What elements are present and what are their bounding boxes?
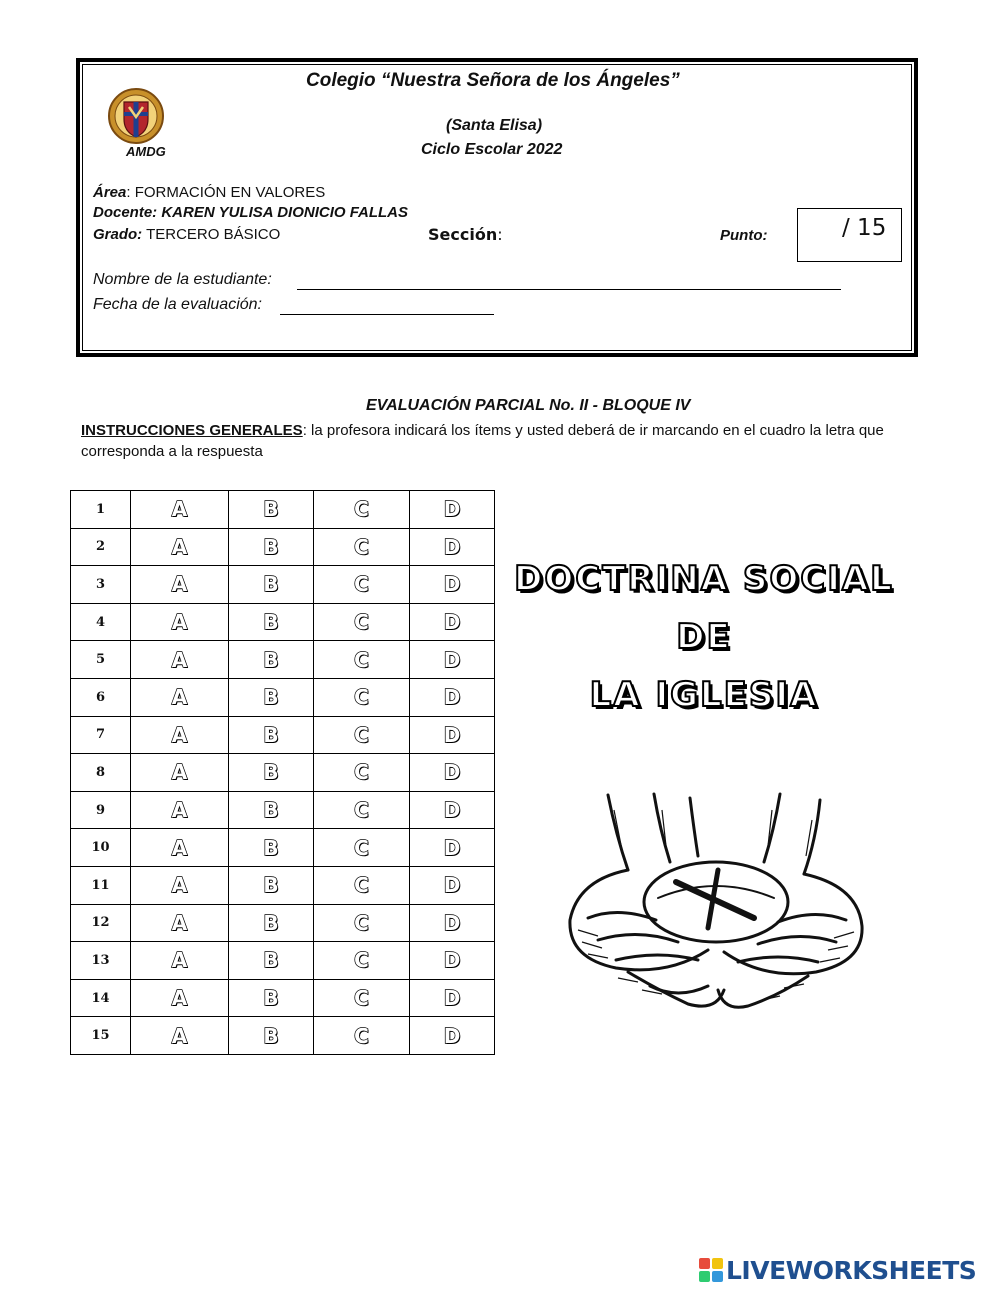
question-number: 10 [71, 829, 131, 867]
answer-option-c[interactable]: C [314, 491, 410, 529]
question-number: 12 [71, 904, 131, 942]
answer-option-d[interactable]: D [410, 566, 495, 604]
answer-option-b[interactable]: B [229, 603, 314, 641]
question-number: 15 [71, 1017, 131, 1055]
teacher-value: KAREN YULISA DIONICIO FALLAS [161, 204, 409, 221]
answer-option-c[interactable]: C [314, 1017, 410, 1055]
hands-holding-bread-icon [558, 790, 874, 1020]
answer-option-a[interactable]: A [131, 1017, 229, 1055]
instructions-label: INSTRUCCIONES GENERALES [81, 422, 303, 439]
section-label: Sección [428, 225, 498, 244]
question-number: 2 [71, 528, 131, 566]
answer-option-d[interactable]: D [410, 942, 495, 980]
answer-option-c[interactable]: C [314, 942, 410, 980]
doctrine-title-line2: LA IGLESIA [589, 675, 819, 715]
liveworksheets-blocks-icon [699, 1258, 723, 1282]
answer-row [71, 904, 495, 942]
answer-option-c[interactable]: C [314, 716, 410, 754]
grade-row [93, 226, 280, 243]
answer-option-c[interactable]: C [314, 641, 410, 679]
question-number: 4 [71, 603, 131, 641]
question-number: 3 [71, 566, 131, 604]
answer-option-c[interactable]: C [314, 979, 410, 1017]
evaluation-title: EVALUACIÓN PARCIAL No. II - BLOQUE IV [366, 397, 691, 414]
score-total: / 15 [842, 215, 887, 241]
points-label: Punto: [720, 227, 768, 244]
question-number: 1 [71, 491, 131, 529]
answer-row [71, 641, 495, 679]
answer-option-c[interactable]: C [314, 754, 410, 792]
answer-option-d[interactable]: D [410, 829, 495, 867]
answer-option-a[interactable]: A [131, 942, 229, 980]
seal-motto: AMDG [126, 144, 166, 159]
answer-row [71, 829, 495, 867]
answer-row [71, 603, 495, 641]
answer-option-b[interactable]: B [229, 1017, 314, 1055]
answer-option-a[interactable]: A [131, 904, 229, 942]
school-name: Colegio “Nuestra Señora de los Ángeles” [306, 70, 680, 91]
answer-option-b[interactable]: B [229, 716, 314, 754]
answer-option-d[interactable]: D [410, 603, 495, 641]
answer-row [71, 491, 495, 529]
answer-row [71, 791, 495, 829]
school-seal-icon [107, 87, 165, 145]
school-cycle: Ciclo Escolar 2022 [421, 141, 563, 158]
question-number: 8 [71, 754, 131, 792]
answer-option-c[interactable]: C [314, 791, 410, 829]
answer-option-b[interactable]: B [229, 566, 314, 604]
answer-row [71, 979, 495, 1017]
answer-option-a[interactable]: A [131, 641, 229, 679]
answer-option-d[interactable]: D [410, 528, 495, 566]
question-number: 5 [71, 641, 131, 679]
answer-row [71, 528, 495, 566]
grade-label: Grado: [93, 226, 143, 243]
answer-option-b[interactable]: B [229, 491, 314, 529]
student-name-label: Nombre de la estudiante: [93, 271, 272, 288]
answer-option-a[interactable]: A [131, 566, 229, 604]
answer-option-d[interactable]: D [410, 1017, 495, 1055]
instructions [81, 420, 921, 462]
question-number: 11 [71, 866, 131, 904]
answer-option-a[interactable]: A [131, 528, 229, 566]
instructions-text: : la profesora indicará los ítems y usted deberá de ir marcando en el cuadro la letra que corresponda a la respuesta [81, 422, 884, 460]
answer-option-d[interactable]: D [410, 678, 495, 716]
logo-block [699, 1271, 710, 1282]
teacher-row [93, 204, 408, 221]
logo-block [712, 1271, 723, 1282]
answer-option-d[interactable]: D [410, 791, 495, 829]
answer-option-b[interactable]: B [229, 678, 314, 716]
question-number: 7 [71, 716, 131, 754]
doctrine-title [498, 550, 910, 724]
answer-option-b[interactable]: B [229, 866, 314, 904]
answer-option-c[interactable]: C [314, 866, 410, 904]
answer-option-c[interactable]: C [314, 678, 410, 716]
answer-option-a[interactable]: A [131, 829, 229, 867]
doctrine-title-line1: DOCTRINA SOCIAL DE [514, 559, 894, 657]
answer-row [71, 1017, 495, 1055]
answer-option-c[interactable]: C [314, 829, 410, 867]
answer-option-a[interactable]: A [131, 491, 229, 529]
answer-option-b[interactable]: B [229, 641, 314, 679]
answer-row [71, 716, 495, 754]
answer-option-d[interactable]: D [410, 754, 495, 792]
question-number: 13 [71, 942, 131, 980]
area-row [93, 184, 325, 201]
answer-option-a[interactable]: A [131, 791, 229, 829]
answer-option-c[interactable]: C [314, 528, 410, 566]
answer-row [71, 566, 495, 604]
answer-option-d[interactable]: D [410, 716, 495, 754]
section-colon: : [497, 225, 503, 244]
question-number: 6 [71, 678, 131, 716]
answer-row [71, 678, 495, 716]
liveworksheets-brand: LIVEWORKSHEETS [726, 1255, 977, 1285]
answer-option-b[interactable]: B [229, 754, 314, 792]
school-location: (Santa Elisa) [446, 117, 543, 134]
liveworksheets-logo[interactable] [699, 1255, 976, 1285]
answer-option-d[interactable]: D [410, 641, 495, 679]
eval-date-label: Fecha de la evaluación: [93, 296, 262, 313]
answer-option-b[interactable]: B [229, 904, 314, 942]
answer-option-b[interactable]: B [229, 942, 314, 980]
question-number: 14 [71, 979, 131, 1017]
answer-option-c[interactable]: C [314, 566, 410, 604]
logo-block [712, 1258, 723, 1269]
eval-date-field[interactable] [280, 314, 494, 315]
answer-row [71, 754, 495, 792]
answer-option-b[interactable]: B [229, 829, 314, 867]
answer-option-d[interactable]: D [410, 866, 495, 904]
section-row [428, 225, 503, 244]
area-label: Área [93, 184, 127, 201]
question-number: 9 [71, 791, 131, 829]
answer-option-a[interactable]: A [131, 979, 229, 1017]
grade-value: TERCERO BÁSICO [142, 226, 281, 243]
logo-block [699, 1258, 710, 1269]
answer-grid [70, 490, 495, 1055]
answer-option-a[interactable]: A [131, 603, 229, 641]
answer-option-a[interactable]: A [131, 754, 229, 792]
answer-option-c[interactable]: C [314, 603, 410, 641]
answer-option-b[interactable]: B [229, 791, 314, 829]
answer-option-a[interactable]: A [131, 866, 229, 904]
answer-option-a[interactable]: A [131, 678, 229, 716]
answer-option-c[interactable]: C [314, 904, 410, 942]
area-value: : FORMACIÓN EN VALORES [126, 184, 326, 201]
answer-option-d[interactable]: D [410, 904, 495, 942]
teacher-label: Docente: [93, 204, 162, 221]
answer-option-d[interactable]: D [410, 979, 495, 1017]
answer-row [71, 942, 495, 980]
answer-option-b[interactable]: B [229, 528, 314, 566]
student-name-field[interactable] [297, 289, 841, 290]
answer-option-a[interactable]: A [131, 716, 229, 754]
answer-row [71, 866, 495, 904]
answer-option-d[interactable]: D [410, 491, 495, 529]
answer-option-b[interactable]: B [229, 979, 314, 1017]
